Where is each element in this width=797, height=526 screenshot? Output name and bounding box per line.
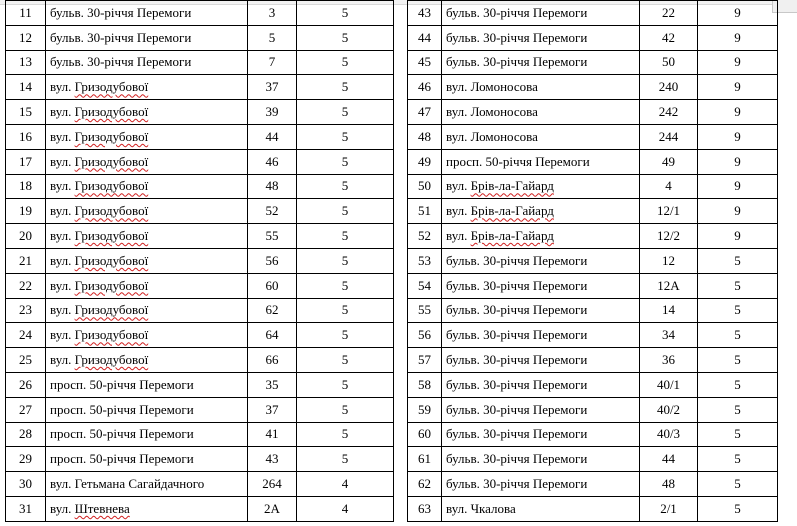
table-row (6, 323, 394, 348)
street-prefix: вул. (50, 228, 75, 244)
street-prefix: вул. (50, 252, 75, 268)
house-number-cell: 242 (640, 100, 698, 125)
floors-cell: 5 (297, 447, 394, 472)
street-name-spellcheck: Гризодубової (74, 302, 149, 318)
floors-cell: 9 (698, 199, 778, 224)
row-number-cell: 16 (6, 124, 46, 149)
street-name-spellcheck: Гризодубової (74, 203, 149, 219)
street-cell: бульв. 30-річчя Перемоги (442, 1, 640, 26)
row-number-cell: 27 (6, 397, 46, 422)
house-number-cell: 35 (248, 372, 297, 397)
house-number-cell: 264 (248, 472, 297, 497)
row-number-cell: 21 (6, 248, 46, 273)
floors-cell: 9 (698, 149, 778, 174)
table-row (408, 224, 778, 249)
street-prefix: вул. (446, 178, 471, 194)
table-row (408, 1, 778, 26)
house-number-cell: 46 (248, 149, 297, 174)
street-cell (46, 496, 248, 521)
table-row (408, 25, 778, 50)
house-number-cell: 50 (640, 50, 698, 75)
table-row (408, 298, 778, 323)
row-number-cell: 46 (408, 75, 442, 100)
street-cell: бульв. 30-річчя Перемоги (442, 298, 640, 323)
floors-cell: 9 (698, 25, 778, 50)
floors-cell: 5 (698, 397, 778, 422)
floors-cell: 5 (297, 248, 394, 273)
street-cell (46, 273, 248, 298)
row-number-cell: 62 (408, 472, 442, 497)
row-number-cell: 23 (6, 298, 46, 323)
row-number-cell: 50 (408, 174, 442, 199)
table-row (6, 1, 394, 26)
house-number-cell: 62 (248, 298, 297, 323)
house-number-cell: 12/1 (640, 199, 698, 224)
table-row (6, 50, 394, 75)
house-number-cell: 36 (640, 348, 698, 373)
row-number-cell: 18 (6, 174, 46, 199)
street-cell: бульв. 30-річчя Перемоги (442, 25, 640, 50)
table-row (6, 472, 394, 497)
row-number-cell: 49 (408, 149, 442, 174)
house-number-cell: 14 (640, 298, 698, 323)
street-cell: бульв. 30-річчя Перемоги (442, 372, 640, 397)
street-cell (46, 348, 248, 373)
table-row (6, 100, 394, 125)
street-cell (46, 75, 248, 100)
row-number-cell: 57 (408, 348, 442, 373)
floors-cell: 5 (297, 323, 394, 348)
street-name-spellcheck: Гризодубової (74, 327, 149, 343)
row-number-cell: 60 (408, 422, 442, 447)
table-row (6, 224, 394, 249)
table-row (6, 372, 394, 397)
street-prefix: вул. (50, 178, 75, 194)
house-number-cell: 60 (248, 273, 297, 298)
floors-cell: 5 (297, 298, 394, 323)
house-number-cell: 64 (248, 323, 297, 348)
row-number-cell: 53 (408, 248, 442, 273)
house-number-cell: 12 (640, 248, 698, 273)
street-prefix: вул. (446, 228, 471, 244)
row-number-cell: 28 (6, 422, 46, 447)
right-address-table (407, 0, 778, 522)
street-cell (46, 124, 248, 149)
table-row (408, 50, 778, 75)
house-number-cell: 34 (640, 323, 698, 348)
house-number-cell: 48 (248, 174, 297, 199)
floors-cell: 5 (297, 273, 394, 298)
street-cell: бульв. 30-річчя Перемоги (442, 348, 640, 373)
street-cell: бульв. 30-річчя Перемоги (46, 25, 248, 50)
street-cell (46, 149, 248, 174)
street-name-spellcheck: Штевнева (74, 500, 130, 516)
floors-cell: 5 (698, 372, 778, 397)
table-row (408, 248, 778, 273)
street-cell: бульв. 30-річчя Перемоги (442, 50, 640, 75)
street-cell: вул. Гетьмана Сагайдачного (46, 472, 248, 497)
floors-cell: 5 (698, 323, 778, 348)
floors-cell: 5 (698, 472, 778, 497)
floors-cell: 5 (297, 348, 394, 373)
floors-cell: 5 (297, 372, 394, 397)
street-cell: просп. 50-річчя Перемоги (46, 372, 248, 397)
table-row (408, 174, 778, 199)
table-row (6, 397, 394, 422)
house-number-cell: 43 (248, 447, 297, 472)
table-row (408, 496, 778, 521)
house-number-cell: 244 (640, 124, 698, 149)
floors-cell: 9 (698, 100, 778, 125)
house-number-cell: 40/1 (640, 372, 698, 397)
house-number-cell: 48 (640, 472, 698, 497)
floors-cell: 5 (698, 496, 778, 521)
table-row (6, 149, 394, 174)
floors-cell: 4 (297, 496, 394, 521)
table-row (408, 323, 778, 348)
house-number-cell: 39 (248, 100, 297, 125)
floors-cell: 5 (297, 199, 394, 224)
house-number-cell: 40/2 (640, 397, 698, 422)
street-cell: бульв. 30-річчя Перемоги (442, 472, 640, 497)
street-cell (442, 174, 640, 199)
floors-cell: 5 (297, 149, 394, 174)
row-number-cell: 26 (6, 372, 46, 397)
street-prefix: вул. (50, 302, 75, 318)
house-number-cell: 7 (248, 50, 297, 75)
row-number-cell: 17 (6, 149, 46, 174)
house-number-cell: 12/2 (640, 224, 698, 249)
floors-cell: 5 (297, 100, 394, 125)
row-number-cell: 31 (6, 496, 46, 521)
row-number-cell: 43 (408, 1, 442, 26)
table-row (408, 447, 778, 472)
floors-cell: 5 (297, 174, 394, 199)
row-number-cell: 29 (6, 447, 46, 472)
row-number-cell: 63 (408, 496, 442, 521)
house-number-cell: 40/3 (640, 422, 698, 447)
row-number-cell: 48 (408, 124, 442, 149)
table-row (6, 124, 394, 149)
street-cell: просп. 50-річчя Перемоги (46, 447, 248, 472)
floors-cell: 5 (297, 1, 394, 26)
house-number-cell: 41 (248, 422, 297, 447)
floors-cell: 5 (297, 25, 394, 50)
street-cell (46, 100, 248, 125)
floors-cell: 9 (698, 75, 778, 100)
row-number-cell: 25 (6, 348, 46, 373)
row-number-cell: 11 (6, 1, 46, 26)
street-prefix: вул. (50, 327, 75, 343)
floors-cell: 5 (698, 298, 778, 323)
floors-cell: 9 (698, 224, 778, 249)
house-number-cell: 44 (248, 124, 297, 149)
row-number-cell: 59 (408, 397, 442, 422)
row-number-cell: 30 (6, 472, 46, 497)
street-cell: бульв. 30-річчя Перемоги (46, 50, 248, 75)
house-number-cell: 42 (640, 25, 698, 50)
table-row (6, 422, 394, 447)
house-number-cell: 22 (640, 1, 698, 26)
street-name-spellcheck: Гризодубової (74, 104, 149, 120)
table-row (6, 75, 394, 100)
street-prefix: вул. (50, 104, 75, 120)
street-name-spellcheck: Гризодубової (74, 277, 149, 293)
house-number-cell: 2/1 (640, 496, 698, 521)
street-cell: бульв. 30-річчя Перемоги (442, 248, 640, 273)
table-row (408, 472, 778, 497)
street-cell (442, 199, 640, 224)
table-row (6, 174, 394, 199)
row-number-cell: 54 (408, 273, 442, 298)
row-number-cell: 56 (408, 323, 442, 348)
table-row (6, 298, 394, 323)
street-name-spellcheck: Брів-ла-Гайард (470, 178, 554, 194)
street-prefix: вул. (50, 277, 75, 293)
street-name-spellcheck: Гризодубової (74, 352, 149, 368)
street-cell: вул. Ломоносова (442, 124, 640, 149)
street-prefix: вул. (50, 203, 75, 219)
street-prefix: вул. (446, 203, 471, 219)
street-name-spellcheck: Гризодубової (74, 79, 149, 95)
floors-cell: 5 (698, 348, 778, 373)
table-row (6, 248, 394, 273)
floors-cell: 5 (297, 224, 394, 249)
street-cell: бульв. 30-річчя Перемоги (442, 447, 640, 472)
street-cell: вул. Ломоносова (442, 75, 640, 100)
street-cell: вул. Чкалова (442, 496, 640, 521)
table-row (408, 372, 778, 397)
street-cell: бульв. 30-річчя Перемоги (442, 397, 640, 422)
table-row (408, 100, 778, 125)
house-number-cell: 56 (248, 248, 297, 273)
street-name-spellcheck: Брів-ла-Гайард (470, 203, 554, 219)
table-row (6, 199, 394, 224)
street-name-spellcheck: Гризодубової (74, 128, 149, 144)
row-number-cell: 15 (6, 100, 46, 125)
row-number-cell: 51 (408, 199, 442, 224)
house-number-cell: 44 (640, 447, 698, 472)
floors-cell: 5 (297, 422, 394, 447)
row-number-cell: 20 (6, 224, 46, 249)
table-row (408, 348, 778, 373)
table-row (6, 348, 394, 373)
street-cell (46, 248, 248, 273)
row-number-cell: 47 (408, 100, 442, 125)
row-number-cell: 19 (6, 199, 46, 224)
row-number-cell: 22 (6, 273, 46, 298)
street-prefix: вул. (50, 79, 75, 95)
row-number-cell: 13 (6, 50, 46, 75)
street-cell: просп. 50-річчя Перемоги (46, 422, 248, 447)
house-number-cell: 2А (248, 496, 297, 521)
table-row (408, 124, 778, 149)
street-name-spellcheck: Гризодубової (74, 228, 149, 244)
table-row (6, 447, 394, 472)
street-name-spellcheck: Гризодубової (74, 178, 149, 194)
table-row (6, 273, 394, 298)
street-prefix: вул. (50, 500, 75, 516)
floors-cell: 9 (698, 1, 778, 26)
table-row (408, 149, 778, 174)
floors-cell: 5 (297, 75, 394, 100)
row-number-cell: 61 (408, 447, 442, 472)
street-cell (46, 174, 248, 199)
street-prefix: вул. (50, 128, 75, 144)
house-number-cell: 4 (640, 174, 698, 199)
floors-cell: 5 (297, 124, 394, 149)
row-number-cell: 12 (6, 25, 46, 50)
street-cell (46, 323, 248, 348)
row-number-cell: 14 (6, 75, 46, 100)
floors-cell: 5 (698, 273, 778, 298)
house-number-cell: 55 (248, 224, 297, 249)
street-cell: бульв. 30-річчя Перемоги (442, 273, 640, 298)
left-address-table (5, 0, 394, 522)
street-prefix: вул. (50, 352, 75, 368)
street-cell (46, 199, 248, 224)
house-number-cell: 37 (248, 75, 297, 100)
table-row (408, 199, 778, 224)
house-number-cell: 49 (640, 149, 698, 174)
street-cell (46, 298, 248, 323)
street-cell (442, 224, 640, 249)
floors-cell: 5 (297, 50, 394, 75)
house-number-cell: 12А (640, 273, 698, 298)
street-prefix: вул. (50, 153, 75, 169)
house-number-cell: 37 (248, 397, 297, 422)
street-cell: вул. Ломоносова (442, 100, 640, 125)
street-name-spellcheck: Гризодубової (74, 153, 149, 169)
house-number-cell: 66 (248, 348, 297, 373)
floors-cell: 9 (698, 50, 778, 75)
street-cell: бульв. 30-річчя Перемоги (442, 323, 640, 348)
row-number-cell: 52 (408, 224, 442, 249)
house-number-cell: 3 (248, 1, 297, 26)
row-number-cell: 45 (408, 50, 442, 75)
row-number-cell: 24 (6, 323, 46, 348)
table-row (408, 422, 778, 447)
table-row (408, 397, 778, 422)
floors-cell: 5 (698, 422, 778, 447)
table-row (408, 75, 778, 100)
street-cell: просп. 50-річчя Перемоги (442, 149, 640, 174)
floors-cell: 4 (297, 472, 394, 497)
house-number-cell: 240 (640, 75, 698, 100)
house-number-cell: 52 (248, 199, 297, 224)
table-row (408, 273, 778, 298)
table-row (6, 25, 394, 50)
floors-cell: 5 (698, 248, 778, 273)
house-number-cell: 5 (248, 25, 297, 50)
floors-cell: 9 (698, 124, 778, 149)
row-number-cell: 44 (408, 25, 442, 50)
floors-cell: 5 (698, 447, 778, 472)
row-number-cell: 58 (408, 372, 442, 397)
floors-cell: 9 (698, 174, 778, 199)
row-number-cell: 55 (408, 298, 442, 323)
street-name-spellcheck: Гризодубової (74, 252, 149, 268)
street-cell: бульв. 30-річчя Перемоги (46, 1, 248, 26)
floors-cell: 5 (297, 397, 394, 422)
street-cell: просп. 50-річчя Перемоги (46, 397, 248, 422)
street-name-spellcheck: Брів-ла-Гайард (470, 228, 554, 244)
table-row (6, 496, 394, 521)
street-cell (46, 224, 248, 249)
street-cell: бульв. 30-річчя Перемоги (442, 422, 640, 447)
